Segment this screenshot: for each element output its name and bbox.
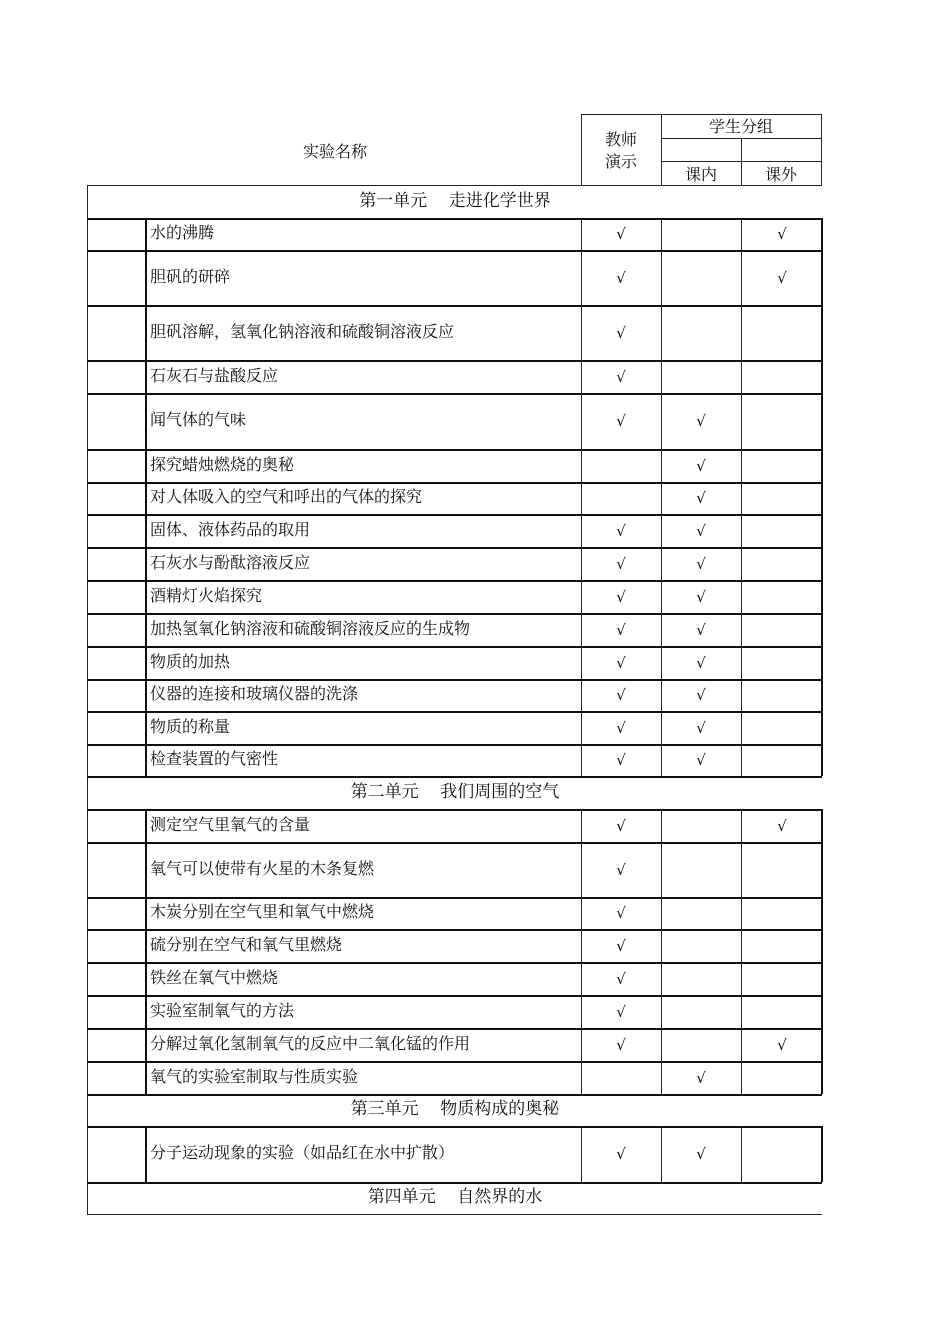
header-experiment-name: 实验名称 (302, 142, 367, 161)
check-mark-teacher: √ (616, 1002, 626, 1021)
row-col-divider (741, 929, 742, 962)
row-border (145, 1094, 822, 1096)
experiment-name: 检查装置的气密性 (150, 749, 279, 768)
row-col-divider (661, 360, 662, 393)
row-col-divider (581, 305, 582, 360)
row-col-divider (741, 1061, 742, 1094)
experiment-name: 胆矾溶解，氢氧化钠溶液和硫酸铜溶液反应 (150, 321, 455, 341)
experiment-name: 固体、液体药品的取用 (150, 519, 311, 539)
row-col-divider (821, 1028, 823, 1061)
row-col-divider (821, 1126, 823, 1182)
header-student-group: 学生分组 (708, 117, 773, 136)
experiment-name: 分解过氧化氢制氧气的反应中二氧化锰的作用 (150, 1033, 471, 1053)
row-col-divider (661, 250, 662, 305)
row-col-divider (581, 1028, 582, 1061)
row-top-border (87, 1061, 822, 1063)
row-col-divider (741, 679, 742, 711)
row-col-divider (741, 305, 742, 360)
row-col-divider (145, 1061, 147, 1094)
row-col-divider (741, 514, 742, 547)
row-top-border (87, 842, 822, 844)
row-col-divider (661, 744, 662, 776)
row-col-divider (581, 744, 582, 776)
row-top-border (87, 995, 822, 997)
row-col-divider (741, 995, 742, 1028)
row-col-divider (145, 514, 147, 547)
check-mark-teacher: √ (616, 554, 626, 573)
row-col-divider (581, 218, 582, 250)
check-mark-teacher: √ (616, 521, 626, 540)
experiment-name: 木炭分别在空气里和氧气中燃烧 (150, 902, 375, 921)
experiment-name: 胆矾的研碎 (150, 266, 231, 286)
row-col-divider (145, 305, 147, 360)
row-col-divider (661, 449, 662, 482)
header-teacher-demo-line1: 教师 (604, 130, 637, 149)
row-col-divider (661, 1061, 662, 1094)
row-col-divider (145, 711, 147, 744)
row-col-divider (581, 679, 582, 711)
check-mark-in-class: √ (696, 456, 706, 475)
experiment-name: 酒精灯火焰探究 (150, 585, 263, 605)
row-col-divider (145, 218, 147, 250)
row-col-divider (581, 962, 582, 995)
row-top-border (87, 305, 822, 307)
check-mark-teacher: √ (616, 969, 626, 988)
row-col-divider (581, 613, 582, 646)
check-mark-teacher: √ (616, 620, 626, 639)
row-top-border (87, 547, 822, 549)
row-col-divider (661, 613, 662, 646)
check-mark-in-class: √ (696, 1068, 706, 1087)
row-top-border (87, 580, 822, 582)
row-col-divider (145, 250, 147, 305)
row-col-divider (821, 962, 823, 995)
check-mark-teacher: √ (616, 1145, 626, 1163)
row-col-divider (661, 547, 662, 580)
check-mark-in-class: √ (696, 718, 706, 737)
row-col-divider (741, 250, 742, 305)
row-col-divider (741, 613, 742, 646)
row-col-divider (581, 1061, 582, 1094)
check-mark-after-class: √ (777, 816, 787, 835)
header-right-border (821, 114, 822, 185)
row-col-divider (145, 580, 147, 613)
check-mark-in-class: √ (696, 751, 706, 769)
row-border-left (87, 1094, 145, 1096)
row-col-divider (145, 613, 147, 646)
row-col-divider (581, 897, 582, 929)
row-top-border (87, 1126, 822, 1128)
header-after-class: 课外 (764, 165, 797, 184)
row-col-divider (145, 449, 147, 482)
check-mark-teacher: √ (616, 367, 626, 386)
row-col-divider (581, 482, 582, 514)
row-col-divider (661, 929, 662, 962)
row-col-divider (741, 897, 742, 929)
check-mark-teacher: √ (616, 751, 626, 769)
check-mark-teacher: √ (616, 1035, 626, 1054)
check-mark-teacher: √ (616, 816, 626, 835)
row-col-divider (581, 929, 582, 962)
row-col-divider (741, 1028, 742, 1061)
row-col-divider (145, 809, 147, 842)
experiment-name: 加热氢氧化钠溶液和硫酸铜溶液反应的生成物 (150, 618, 471, 638)
row-col-divider (661, 897, 662, 929)
check-mark-teacher: √ (616, 587, 626, 606)
unit-title-2: 第二单元 我们周围的空气 (350, 782, 560, 802)
row-col-divider (661, 514, 662, 547)
row-col-divider (821, 646, 823, 679)
row-border-left (87, 1182, 145, 1184)
experiment-name: 石灰水与酚酞溶液反应 (150, 552, 311, 572)
check-mark-teacher: √ (616, 268, 626, 287)
row-col-divider (581, 547, 582, 580)
check-mark-teacher: √ (616, 412, 626, 430)
row-col-divider (821, 393, 823, 449)
row-border-left (87, 776, 145, 778)
unit-title-1: 第一单元 走进化学世界 (359, 191, 551, 211)
row-col-divider (145, 679, 147, 711)
row-col-divider (581, 711, 582, 744)
row-top-border (87, 962, 822, 964)
row-col-divider (581, 809, 582, 842)
row-top-border (87, 218, 822, 220)
row-col-divider (821, 482, 823, 514)
row-col-divider (821, 809, 823, 842)
row-col-divider (581, 580, 582, 613)
row-top-border (87, 711, 822, 713)
row-col-divider (145, 1126, 147, 1182)
row-col-divider (741, 393, 742, 449)
row-col-divider (821, 360, 823, 393)
experiment-name: 硫分别在空气和氧气里燃烧 (150, 934, 343, 954)
check-mark-teacher: √ (616, 936, 626, 955)
row-col-divider (741, 218, 742, 250)
row-col-divider (661, 809, 662, 842)
row-top-border (87, 250, 822, 252)
row-col-divider (661, 679, 662, 711)
row-col-divider (581, 360, 582, 393)
check-mark-teacher: √ (616, 686, 626, 704)
row-col-divider (661, 218, 662, 250)
row-col-divider (145, 897, 147, 929)
row-col-divider (821, 547, 823, 580)
experiment-name: 探究蜡烛燃烧的奥秘 (150, 454, 295, 474)
row-col-divider (741, 547, 742, 580)
row-top-border (87, 482, 822, 484)
row-col-divider (741, 744, 742, 776)
header-top-border (581, 114, 822, 115)
check-mark-in-class: √ (696, 412, 706, 430)
check-mark-in-class: √ (696, 1145, 706, 1163)
row-col-divider (145, 547, 147, 580)
experiment-name: 实验室制氧气的方法 (150, 1000, 295, 1020)
row-col-divider (145, 1028, 147, 1061)
row-col-divider (581, 995, 582, 1028)
row-top-border (87, 929, 822, 931)
row-col-divider (145, 646, 147, 679)
header-left-border (581, 114, 582, 185)
row-top-border (87, 646, 822, 648)
check-mark-in-class: √ (696, 554, 706, 573)
header-teacher-demo-line2: 演示 (604, 152, 637, 171)
row-col-divider (821, 744, 823, 776)
row-col-divider (821, 1061, 823, 1094)
check-mark-teacher: √ (616, 653, 626, 672)
row-border (145, 776, 822, 778)
row-border (145, 1182, 822, 1184)
row-col-divider (821, 995, 823, 1028)
experiment-name: 仪器的连接和玻璃仪器的洗涤 (150, 684, 359, 703)
row-col-divider (821, 613, 823, 646)
row-top-border (87, 514, 822, 516)
header-col-divider-1 (661, 114, 662, 185)
row-top-border (87, 449, 822, 451)
check-mark-in-class: √ (696, 620, 706, 639)
row-top-border (87, 744, 822, 746)
experiment-name: 氧气可以使带有火星的木条复燃 (150, 858, 375, 878)
row-col-divider (821, 929, 823, 962)
row-col-divider (821, 305, 823, 360)
row-col-divider (741, 646, 742, 679)
unit-title-3: 第三单元 物质构成的奥秘 (350, 1099, 560, 1119)
unit-title-4: 第四单元 自然界的水 (367, 1187, 543, 1207)
row-col-divider (145, 929, 147, 962)
row-col-divider (581, 646, 582, 679)
row-col-divider (581, 393, 582, 449)
row-col-divider (821, 711, 823, 744)
row-col-divider (821, 218, 823, 250)
row-col-divider (741, 482, 742, 514)
check-mark-teacher: √ (616, 225, 626, 243)
row-col-divider (741, 962, 742, 995)
row-col-divider (145, 962, 147, 995)
experiment-name: 对人体吸入的空气和呼出的气体的探究 (150, 487, 423, 506)
unit-boundary-line (87, 185, 822, 186)
row-col-divider (145, 393, 147, 449)
row-col-divider (741, 449, 742, 482)
check-mark-in-class: √ (696, 686, 706, 704)
row-col-divider (741, 580, 742, 613)
row-col-divider (821, 679, 823, 711)
row-col-divider (581, 449, 582, 482)
experiment-name: 水的沸腾 (150, 223, 215, 242)
row-top-border (87, 1028, 822, 1030)
row-top-border (87, 897, 822, 899)
row-col-divider (821, 897, 823, 929)
row-col-divider (145, 995, 147, 1028)
row-col-divider (581, 1126, 582, 1182)
row-col-divider (741, 360, 742, 393)
row-col-divider (145, 482, 147, 514)
row-col-divider (661, 962, 662, 995)
row-col-divider (661, 1126, 662, 1182)
experiment-name: 石灰石与盐酸反应 (150, 365, 279, 385)
check-mark-after-class: √ (777, 225, 787, 243)
check-mark-in-class: √ (696, 653, 706, 672)
check-mark-after-class: √ (777, 268, 787, 287)
row-col-divider (741, 809, 742, 842)
row-col-divider (661, 305, 662, 360)
row-col-divider (821, 580, 823, 613)
check-mark-in-class: √ (696, 489, 706, 507)
header-in-class: 课内 (684, 165, 717, 184)
row-col-divider (821, 250, 823, 305)
row-col-divider (661, 842, 662, 897)
check-mark-in-class: √ (696, 521, 706, 540)
experiment-name: 氧气的实验室制取与性质实验 (150, 1066, 359, 1086)
check-mark-after-class: √ (777, 1035, 787, 1054)
check-mark-teacher: √ (616, 718, 626, 737)
check-mark-teacher: √ (616, 860, 626, 879)
experiment-name: 分子运动现象的实验（如品红在水中扩散） (150, 1143, 455, 1162)
row-col-divider (741, 1126, 742, 1182)
row-col-divider (741, 711, 742, 744)
row-col-divider (661, 1028, 662, 1061)
row-col-divider (145, 744, 147, 776)
row-col-divider (661, 580, 662, 613)
row-col-divider (145, 842, 147, 897)
experiment-name: 铁丝在氧气中燃烧 (150, 967, 279, 987)
row-col-divider (661, 711, 662, 744)
unit-boundary-line (87, 1214, 822, 1215)
header-col-divider-2 (741, 138, 742, 185)
row-col-divider (661, 482, 662, 514)
row-top-border (87, 679, 822, 681)
row-top-border (87, 360, 822, 362)
row-top-border (87, 393, 822, 395)
row-col-divider (661, 393, 662, 449)
experiment-name: 物质的称量 (150, 716, 231, 736)
row-top-border (87, 809, 822, 811)
row-top-border (87, 613, 822, 615)
row-col-divider (821, 449, 823, 482)
row-col-divider (145, 360, 147, 393)
row-col-divider (821, 514, 823, 547)
check-mark-teacher: √ (616, 904, 626, 922)
row-col-divider (821, 842, 823, 897)
experiment-name: 测定空气里氧气的含量 (150, 814, 311, 834)
check-mark-teacher: √ (616, 323, 626, 342)
row-col-divider (661, 646, 662, 679)
experiment-name: 闻气体的气味 (150, 410, 247, 429)
row-col-divider (581, 514, 582, 547)
row-col-divider (741, 842, 742, 897)
row-col-divider (581, 250, 582, 305)
row-col-divider (581, 842, 582, 897)
row-col-divider (661, 995, 662, 1028)
experiment-name: 物质的加热 (150, 651, 231, 671)
check-mark-in-class: √ (696, 587, 706, 606)
